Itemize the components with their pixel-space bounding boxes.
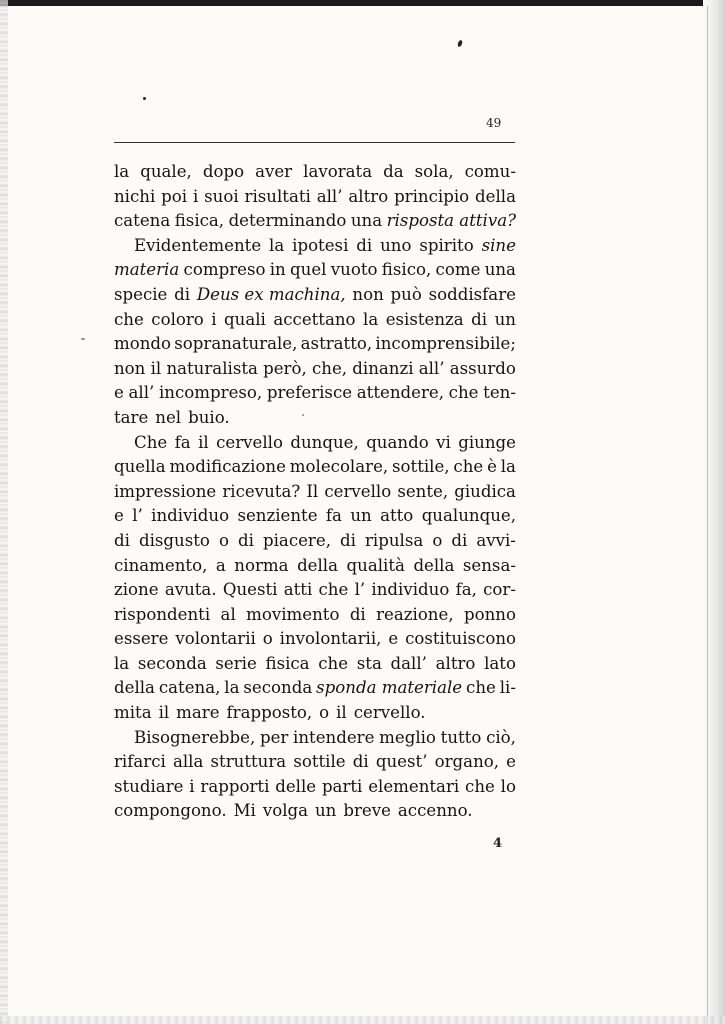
- word: una: [484, 260, 516, 280]
- word: struttura: [210, 752, 287, 772]
- word: o: [432, 530, 443, 550]
- word: norma: [234, 555, 289, 575]
- word: alla: [172, 752, 204, 772]
- word: che: [318, 580, 349, 600]
- word: o: [319, 703, 330, 723]
- word: giudica: [454, 481, 516, 501]
- word: non: [352, 284, 384, 304]
- word: altro: [435, 653, 476, 673]
- word: che: [453, 457, 484, 477]
- word: da: [383, 162, 404, 181]
- word: avvi-: [476, 530, 516, 550]
- word: assurdo: [449, 358, 516, 378]
- word: di: [356, 235, 373, 255]
- word: fa: [325, 506, 342, 526]
- word: sottile,: [392, 457, 450, 477]
- word: dopo: [202, 162, 245, 181]
- word: non: [114, 358, 146, 378]
- word: mare: [176, 703, 220, 723]
- word: sopranaturale,: [174, 334, 298, 354]
- word: della: [475, 186, 516, 206]
- word: rifarci: [114, 752, 166, 772]
- word: Deus ex machina,: [196, 284, 346, 304]
- word: buio.: [188, 407, 230, 427]
- word: rispondenti: [114, 604, 211, 624]
- word: come: [435, 260, 481, 280]
- word: la: [363, 309, 379, 329]
- word: quali: [224, 309, 266, 329]
- word: l’: [132, 506, 143, 526]
- word: un: [350, 506, 372, 526]
- text-line: [114, 529, 516, 554]
- word: che: [448, 383, 479, 403]
- scan-bottom-edge: [0, 1016, 725, 1024]
- word: cervello: [324, 481, 392, 501]
- word: Bisognerebbe,: [134, 727, 256, 747]
- word: nichi: [114, 186, 156, 206]
- word: all’: [128, 383, 155, 403]
- word: un: [315, 801, 337, 821]
- word: che: [114, 309, 144, 329]
- word: i: [192, 186, 199, 206]
- word: e: [114, 506, 124, 526]
- word: fisica,: [174, 211, 225, 231]
- word: quel: [290, 260, 327, 280]
- word: Che: [134, 432, 168, 452]
- word: ripulsa: [365, 530, 424, 550]
- word: naturalista: [166, 358, 258, 378]
- word: reazione,: [376, 604, 454, 624]
- word: un: [494, 309, 516, 329]
- word: principio: [394, 186, 470, 206]
- word: ciò,: [486, 727, 516, 747]
- word: i: [211, 309, 217, 329]
- word: studiare: [114, 776, 184, 796]
- word: che,: [311, 358, 348, 378]
- word: di: [352, 752, 369, 772]
- text-line: [114, 283, 516, 308]
- text-line: [114, 332, 516, 357]
- word: impressione: [114, 481, 217, 501]
- text-line: [114, 504, 516, 529]
- word: o: [218, 530, 229, 550]
- word: che: [465, 776, 495, 796]
- word: atti: [283, 580, 313, 600]
- text-line: [114, 578, 516, 603]
- word: giunge: [458, 432, 516, 452]
- word: i: [189, 776, 195, 796]
- word: mondo: [114, 334, 172, 354]
- word: poi: [161, 186, 188, 206]
- word: serie: [215, 653, 257, 673]
- word: vi: [436, 432, 451, 452]
- word: di: [451, 530, 468, 550]
- word: al: [220, 604, 236, 624]
- word: dunque,: [290, 432, 359, 452]
- ink-speck: [457, 40, 463, 48]
- text-line: [114, 554, 516, 579]
- word: all’: [316, 186, 343, 206]
- text-line: [114, 726, 516, 751]
- word: uno: [380, 235, 412, 255]
- word: parti: [321, 776, 363, 796]
- word: involontarii,: [279, 629, 382, 649]
- word: della: [297, 555, 339, 575]
- word: accettano: [273, 309, 356, 329]
- word: volga: [262, 801, 309, 821]
- word: quale,: [140, 162, 192, 181]
- word: individuo: [151, 506, 230, 526]
- text-line: [114, 234, 516, 259]
- word: mita: [114, 703, 152, 723]
- word: altro: [348, 186, 389, 206]
- text-line: [114, 652, 516, 677]
- word: spirito: [419, 235, 474, 255]
- word: nel: [155, 407, 182, 427]
- word: il: [150, 358, 162, 378]
- word: li-: [499, 678, 516, 698]
- word: può: [390, 284, 422, 304]
- word: di: [174, 284, 191, 304]
- word: materia: [114, 260, 180, 280]
- text-line: [114, 676, 516, 701]
- word: catena: [114, 211, 171, 231]
- word: la: [500, 457, 516, 477]
- word: tare: [114, 407, 149, 427]
- word: che: [318, 653, 349, 673]
- word: di: [238, 530, 254, 550]
- word: risultati: [244, 186, 311, 206]
- text-line: [114, 750, 516, 775]
- word: a: [215, 555, 226, 575]
- word: sponda materiale: [316, 678, 463, 698]
- word: lato: [484, 653, 516, 673]
- word: qualità: [346, 555, 405, 575]
- word: cor-: [483, 580, 516, 600]
- word: catena,: [158, 678, 221, 698]
- word: risposta attiva?: [386, 211, 516, 231]
- word: della: [114, 678, 155, 698]
- word: è: [487, 457, 497, 477]
- signature-mark: 4: [493, 836, 503, 851]
- ink-speck: [143, 97, 146, 100]
- word: la: [269, 235, 285, 255]
- word: il: [158, 703, 170, 723]
- word: e: [506, 752, 516, 772]
- body-text: [114, 160, 516, 824]
- word: l’: [354, 580, 366, 600]
- word: di: [114, 530, 130, 550]
- word: attendere,: [356, 383, 444, 403]
- word: Questi: [222, 580, 278, 600]
- word: tutto: [440, 727, 482, 747]
- word: coloro: [151, 309, 204, 329]
- text-line: [114, 258, 516, 283]
- word: breve: [343, 801, 391, 821]
- word: Evidentemente: [134, 235, 262, 255]
- word: il: [336, 703, 347, 723]
- word: ricevuta?: [222, 481, 301, 501]
- word: volontarii: [175, 629, 256, 649]
- word: qualunque,: [421, 506, 516, 526]
- word: e: [114, 383, 124, 403]
- word: Il: [306, 481, 319, 501]
- scan-left-edge: [0, 0, 8, 1024]
- word: suoi: [204, 186, 239, 206]
- word: senziente: [237, 506, 318, 526]
- text-line: [114, 799, 516, 824]
- word: soddisfare: [428, 284, 516, 304]
- text-line: [114, 701, 516, 726]
- word: lo: [500, 776, 516, 796]
- text-line: [114, 357, 516, 382]
- word: molecolare,: [289, 457, 389, 477]
- word: in: [269, 260, 286, 280]
- word: piacere,: [263, 530, 331, 550]
- word: preferisce: [266, 383, 353, 403]
- word: cervello.: [353, 703, 426, 723]
- word: cinamento,: [114, 555, 208, 575]
- word: fa: [174, 432, 191, 452]
- word: delle: [275, 776, 317, 796]
- word: fisica: [265, 653, 310, 673]
- text-line: [114, 431, 516, 456]
- word: sente,: [397, 481, 449, 501]
- word: determinando: [228, 211, 347, 231]
- word: astratto,: [300, 334, 373, 354]
- word: specie: [114, 284, 168, 304]
- text-line: [114, 185, 516, 210]
- word: seconda: [243, 678, 313, 698]
- word: seconda: [137, 653, 207, 673]
- word: intendere: [293, 727, 375, 747]
- text-line: [114, 406, 516, 431]
- word: e: [388, 629, 399, 649]
- word: avuta.: [164, 580, 217, 600]
- word: incompreso,: [159, 383, 263, 403]
- word: il: [198, 432, 209, 452]
- text-line: [114, 160, 516, 185]
- word: individuo: [371, 580, 450, 600]
- word: quest’: [375, 752, 428, 772]
- word: aver: [255, 162, 293, 181]
- text-line: [114, 308, 516, 333]
- text-line: [114, 603, 516, 628]
- word: compongono.: [114, 801, 227, 821]
- word: elementari: [368, 776, 460, 796]
- text-line: [114, 209, 516, 234]
- word: o: [262, 629, 273, 649]
- word: per: [259, 727, 289, 747]
- word: frapposto,: [226, 703, 313, 723]
- word: zione: [114, 580, 159, 600]
- word: disgusto: [138, 530, 210, 550]
- word: sottile: [293, 752, 346, 772]
- word: rapporti: [200, 776, 270, 796]
- word: incomprensibile;: [375, 334, 516, 354]
- word: ipotesi: [292, 235, 349, 255]
- word: meglio: [379, 727, 436, 747]
- word: la: [224, 678, 240, 698]
- text-line: [114, 480, 516, 505]
- header-rule: [114, 142, 515, 143]
- word: della: [413, 555, 455, 575]
- text-line: [114, 381, 516, 406]
- word: essere: [114, 629, 169, 649]
- word: movimento: [246, 604, 340, 624]
- word: sensa-: [462, 555, 516, 575]
- word: una: [350, 211, 383, 231]
- word: Mi: [233, 801, 256, 821]
- word: però,: [263, 358, 307, 378]
- word: sta: [356, 653, 382, 673]
- scan-right-edge-line: [707, 6, 708, 1024]
- word: compreso: [183, 260, 266, 280]
- word: modificazione: [169, 457, 286, 477]
- word: di: [340, 530, 356, 550]
- word: costituiscono: [405, 629, 516, 649]
- word: sine: [481, 235, 516, 255]
- word: fisico,: [381, 260, 432, 280]
- word: di: [471, 309, 488, 329]
- word: fa,: [455, 580, 477, 600]
- word: ten-: [483, 383, 516, 403]
- word: cervello: [216, 432, 283, 452]
- word: la: [114, 653, 130, 673]
- text-line: [114, 627, 516, 652]
- word: accenno.: [397, 801, 473, 821]
- page-number: 49: [486, 116, 502, 130]
- word: atto: [380, 506, 414, 526]
- ink-speck: [81, 338, 85, 340]
- word: lavorata: [303, 162, 373, 181]
- word: sola,: [414, 162, 454, 181]
- word: dall’: [390, 653, 427, 673]
- word: dinanzi: [352, 358, 414, 378]
- word: la: [114, 162, 130, 181]
- word: all’: [418, 358, 445, 378]
- text-line: [114, 455, 516, 480]
- word: ponno: [463, 604, 516, 624]
- word: esistenza: [385, 309, 464, 329]
- word: che: [466, 678, 496, 698]
- text-line: [114, 775, 516, 800]
- scan-top-edge: [0, 0, 725, 6]
- word: quando: [366, 432, 429, 452]
- word: quella: [114, 457, 166, 477]
- word: vuoto: [330, 260, 378, 280]
- word: di: [349, 604, 366, 624]
- word: organo,: [434, 752, 500, 772]
- word: comu-: [464, 162, 516, 181]
